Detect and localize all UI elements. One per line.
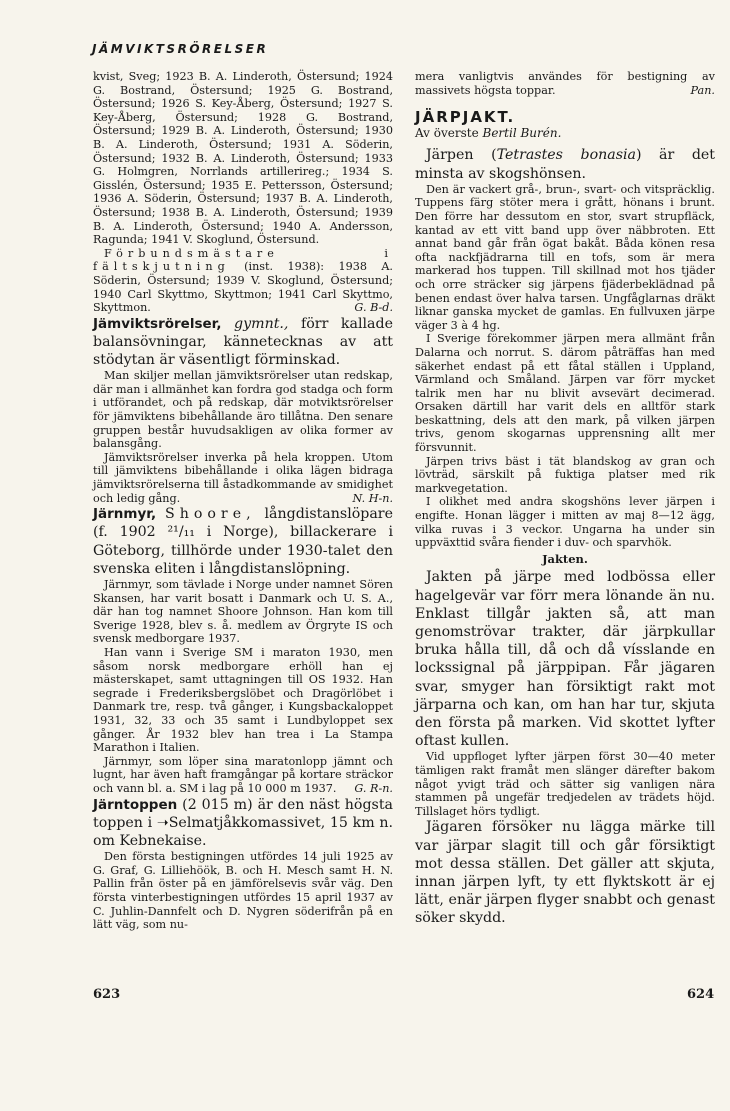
jamvikt-paragraph-2 bbox=[93, 451, 393, 505]
field-shooting-heading: Förbundsmästare i fältskjutning bbox=[93, 246, 393, 274]
jarnmyr-alias: Shoore, bbox=[164, 506, 256, 523]
jarnmyr-paragraph-1: Järnmyr, som tävlade i Norge under namnet Sören Skansen, har varit bosatt i Danmark och U. S. A., där han tog namnet Shoore Johnson. Han kom till Sverige 1928, blev s. å. medlem av Örgryte IS och svensk medborgare 1937. bbox=[93, 578, 393, 646]
jarnmyr-entry-lead bbox=[93, 505, 393, 578]
jamvikt-abbrev: gymnt., bbox=[234, 315, 289, 332]
section-subheading: Jakten. bbox=[542, 551, 588, 566]
article-paragraph-4: I olikhet med andra skogshöns lever järpen i engifte. Honan lägger i mitten av maj 8—12 ägg, vilka ruvas i 3 veckor. Ungarna ha under sin uppväxttid svåra fiender i duv- och sparvhök. bbox=[415, 495, 715, 550]
champion-list-text: kvist, Sveg; 1923 B. A. Linderoth, Östersund; 1924 G. Bostrand, Östersund; 1925 G. Bostrand, Östersund; 1926 S. Key-Åberg, Östersund; 1927 S. Key-Åberg, Östersund; 1928 G. Bostrand, Östersund; 1929 B. A. Linderoth, Östersund; 1930 B. A. Linderoth, Östersund; 1931 A. Söderin, Östersund; 1932 B. A. Linderoth, Östersund; 1933 G. Holmgren, Norrlands artillerireg.; 1934 S. Gisslén, Östersund; 1935 E. Pettersson, Östersund; 1936 A. Söderin, Östersund; 1937 B. A. Linderoth, Östersund; 1938 B. A. Linderoth, Östersund; 1939 B. A. Linderoth, Östersund; 1940 A. Andersson, Ragunda; 1941 V. Skoglund, Östersund. bbox=[93, 70, 393, 247]
article-large-paragraph-2: Jägaren försöker nu lägga märke till var järpar slagit till och går försiktigt mot dessa ställen. Det gäller att skjuta, innan järpen lyft, ty ett flyktskott är ej lätt, enär järpen flyger snabbt och genast söker skydd. bbox=[415, 819, 715, 927]
article-lead-a: Järpen ( bbox=[426, 147, 497, 164]
article-paragraph-2: I Sverige förekommer järpen mera allmänt från Dalarna och norrut. S. därom påträffas han med säkerhet endast på ett fåtal ställen i Uppland, Värmland och Småland. Järpen var förr mycket talrik men har nu blivit avsevärt decimerad. Orsaken därtill har varit dels en alltför stark beskattning, dels att den mark, på vilken järpen trivs, genom skogarnas upprensning allt mer försvunnit. bbox=[415, 332, 715, 455]
continuation-text: mera vanligtvis användes för bestigning av massivets högsta toppar. bbox=[415, 70, 715, 97]
jarnmyr-paragraph-3-text: Järnmyr, som löper sina maratonlopp jämnt och lugnt, har även haft framgångar på kortare sträckor och vann bl. a. SM i lag på 10 000 m 1937. bbox=[93, 754, 393, 795]
jamvikt-entry-lead bbox=[93, 315, 393, 370]
article-author bbox=[415, 127, 715, 141]
jamvikt-headword: Jämviktsrörelser, bbox=[93, 315, 222, 332]
continuation-signature: Pan. bbox=[690, 83, 715, 97]
right-column bbox=[415, 70, 715, 928]
field-shooting-paragraph bbox=[93, 247, 393, 315]
author-name: Bertil Burén. bbox=[482, 125, 562, 140]
article-lead bbox=[415, 146, 715, 182]
jarntoppen-definition: (2 015 m) är den näst högsta toppen i ➝Selmatjåkkomassivet, 15 km n. om Kebnekaise. bbox=[93, 796, 393, 849]
jamvikt-paragraph-2-text: Jämviktsrörelser inverka på hela kroppen. Utom till jämviktens bibehållande i olika lägen bidraga jämviktsrörelserna till åstadkommande av smidighet och ledig gång. bbox=[93, 450, 393, 505]
article-paragraph-3: Järpen trivs bäst i tät blandskog av gran och lövträd, särskilt på fuktiga platser med rik markvegetation. bbox=[415, 454, 715, 495]
field-shooting-signature: G. B-d. bbox=[354, 301, 393, 315]
article-paragraph-1: Den är vackert grå-, brun-, svart- och vitspräcklig. Tuppens färg stöter mera i grått, hönans i brunt. Den förre har dessutom en stor, svart strupfläck, kantad av ett vitt band upp över näbbroten. Ett annat band går från ögat bakåt. Båda könen resa ofta nackfjädrarna till en tofs, som är mera markerad hos tuppen. Till skillnad mot hos tjäder och orre sträcker sig järpens fjäderbeklädnad på benen endast över halva tarsen. Ungfåglarnas dräkt liknar ganska mycket de gamlas. En fullvuxen järpe väger 3 à 4 hg. bbox=[415, 182, 715, 332]
jarnmyr-paragraph-2: Han vann i Sverige SM i maraton 1930, men såsom norsk medborgare erhöll han ej mästerskapet, samt uttagningen till OS 1932. Han segrade i Frederiksbergslöbet och Dragörlöbet i Danmark tre, resp. två gånger, i Kungsbackaloppet 1931, 32, 33 och 35 samt i Lundbyloppet sex gånger. År 1932 blev han trea i La Stampa Marathon i Italien. bbox=[93, 646, 393, 755]
author-prefix: Av överste bbox=[415, 125, 483, 140]
left-column bbox=[93, 70, 393, 932]
jamvikt-paragraph-1: Man skiljer mellan jämviktsrörelser utan redskap, där man i allmänhet kan fordra god stadga och form i utförandet, och på redskap, där motviktsrörelser för jämviktens bibehållande äro tillåtna. Den senare gruppen består huvudsakligen av olika former av balansgång. bbox=[93, 369, 393, 451]
jarntoppen-headword: Järntoppen bbox=[93, 796, 178, 813]
jamvikt-definition: förr kallade balansövningar, kännetecknas av att stödytan är väsentligt förminskad. bbox=[93, 315, 393, 369]
jarnmyr-headword: Järnmyr, bbox=[93, 506, 157, 523]
jarnmyr-paragraph-3 bbox=[93, 755, 393, 796]
jamvikt-signature: N. H-n. bbox=[352, 491, 393, 505]
article-paragraph-5: Vid uppfloget lyfter järpen först 30—40 meter tämligen rakt framåt men slänger därefter bakom något yvigt träd och sätter sig vanligen nära stammen på ungefär tredjedelen av trädets höjd. Tillslaget hörs tydligt. bbox=[415, 750, 715, 818]
jarntoppen-entry-lead bbox=[93, 796, 393, 851]
jarnmyr-definition: långdistanslöpare (f. 1902 ²¹/₁₁ i Norge), billackerare i Göteborg, tillhörde under 1930-talet den svenska eliten i långdistanslöpning. bbox=[93, 506, 393, 577]
continuation-paragraph bbox=[415, 70, 715, 97]
article-large-paragraph-1: Jakten på järpe med lodbössa eller hagelgevär var förr mera lönande än nu. Enklast tillgår jakten så, att man genomströvar trakter, där järpkullar bruka hålla till, då och då vísslande en lockssignal på järppipan. Får jägaren svar, smyger han försiktigt rakt mot järparna och kan, om han har tur, skjuta den första på marken. Vid skottet lyfter oftast kullen. bbox=[415, 569, 715, 750]
field-shooting-text: (inst. 1938): 1938 A. Söderin, Östersund; 1939 V. Skoglund, Östersund; 1940 Carl Skyttmo, Skyttmon; 1941 Carl Skyttmo, Skyttmon. bbox=[93, 260, 393, 315]
page-number-left: 623 bbox=[93, 987, 121, 1002]
article-lead-b: ) är det minsta av skogshönsen. bbox=[415, 147, 715, 182]
page-number-right: 624 bbox=[687, 987, 715, 1002]
running-header: JÄMVIKTSRÖRELSER bbox=[92, 42, 269, 56]
article-title: JÄRPJAKT. bbox=[415, 108, 516, 127]
latin-name: Tetrastes bonasia bbox=[496, 147, 636, 164]
jarntoppen-paragraph-1: Den första bestigningen utfördes 14 juli 1925 av G. Graf, G. Lilliehöök, B. och H. Mesch samt H. N. Pallin från öster på en jämförelsevis svår väg. Den första vinterbestigningen utfördes 15 april 1937 av C. Juhlin-Dannfelt och D. Nygren söderifrån på en lätt väg, som nu- bbox=[93, 850, 393, 932]
jarnmyr-signature: G. R-n. bbox=[354, 781, 393, 795]
